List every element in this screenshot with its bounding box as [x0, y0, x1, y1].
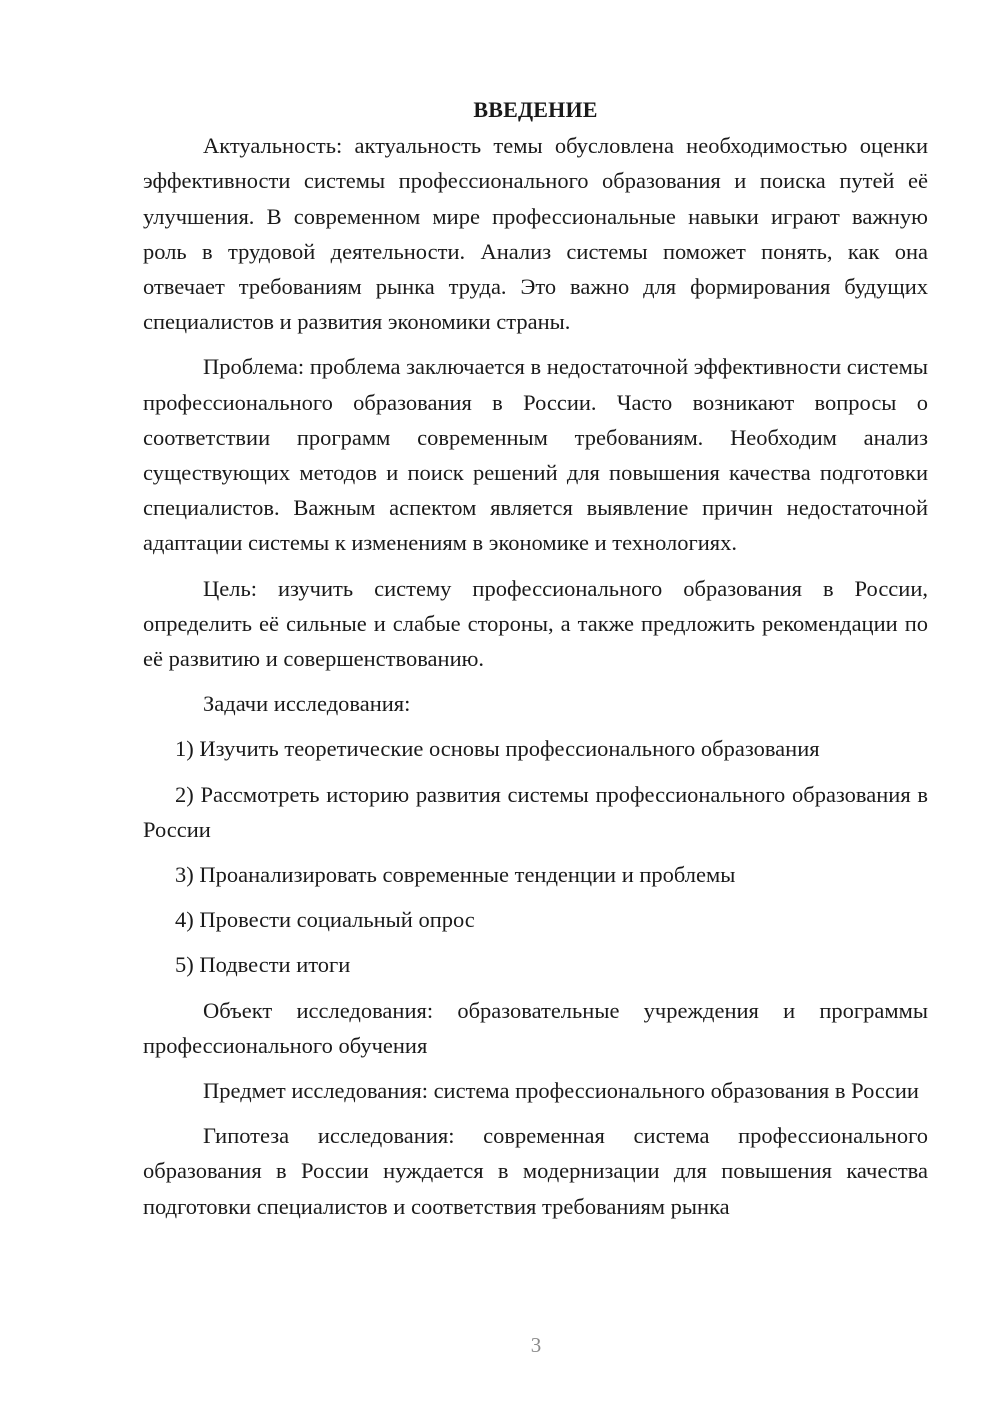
task-item-2: 2) Рассмотреть историю развития системы профессионального образования в России	[143, 781, 928, 842]
task-item-1: 1) Изучить теоретические основы профессионального образования	[175, 736, 820, 762]
document-body	[143, 92, 928, 1234]
task-item-4: 4) Провести социальный опрос	[175, 907, 475, 933]
paragraph-goal: Цель: изучить систему профессионального образования в России, определить её сильные и слабые стороны, а также предложить рекомендации по её развитию и совершенствованию.	[143, 575, 928, 672]
tasks-heading: Задачи исследования:	[203, 691, 411, 717]
task-item-5: 5) Подвести итоги	[175, 952, 351, 978]
task-item-3: 3) Проанализировать современные тенденции и проблемы	[175, 862, 736, 888]
paragraph-hypothesis: Гипотеза исследования: современная система профессионального образования в России нуждается в модернизации для повышения качества подготовки специалистов и соответствия требованиям рынка	[143, 1123, 928, 1219]
paragraph-relevance: Актуальность: актуальность темы обусловлена необходимостью оценки эффективности системы профессионального образования и поиска путей её улучшения. В современном мире профессиональные навыки играют важную роль в трудовой деятельности. Анализ системы поможет понять, как она отвечает требованиям рынка труда. Это важно для формирования будущих специалистов и развития экономики страны.	[143, 133, 928, 335]
paragraph-problem: Проблема: проблема заключается в недостаточной эффективности системы профессионального образования в России. Часто возникают вопросы о соответствии программ современным требованиям. Необходим анализ существующих методов и поиск решений для повышения качества подготовки специалистов. Важным аспектом является выявление причин недостаточной адаптации системы к изменениям в экономике и технологиях.	[143, 354, 928, 556]
page-number: 3	[530, 1333, 542, 1357]
section-title: ВВЕДЕНИЕ	[473, 97, 598, 122]
paragraph-subject: Предмет исследования: система профессионального образования в России	[203, 1078, 919, 1104]
paragraph-object: Объект исследования: образовательные учреждения и программы профессионального обучения	[143, 997, 928, 1058]
